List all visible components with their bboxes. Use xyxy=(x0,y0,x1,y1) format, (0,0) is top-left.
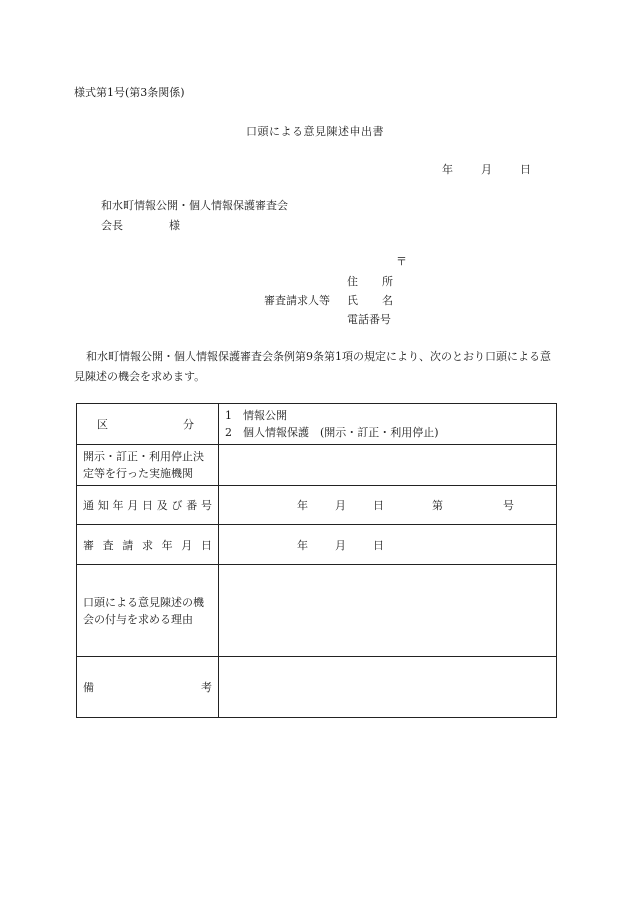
request-day: 日 xyxy=(373,538,384,552)
request-date-label-char: 年 xyxy=(161,538,173,552)
notice-label xyxy=(83,497,212,513)
category-option-2: 2 個人情報保護 (開示・訂正・利用停止) xyxy=(225,426,439,439)
notice-date-number xyxy=(225,497,550,513)
addressee-title xyxy=(101,217,180,233)
notice-label-char: び xyxy=(171,499,183,512)
date-day: 日 xyxy=(520,163,531,176)
request-date-values xyxy=(225,537,550,553)
request-date-row xyxy=(77,525,557,565)
notice-label-char: 番 xyxy=(186,499,198,512)
reason-label-line2: 会の付与を求める理由 xyxy=(83,612,193,626)
request-date-label-char: 月 xyxy=(181,538,193,552)
notice-value-cell[interactable] xyxy=(219,486,557,525)
request-date-label-cell xyxy=(77,525,219,565)
request-date-label-char: 請 xyxy=(122,538,134,552)
remarks-label-1: 備 xyxy=(83,681,94,694)
request-table xyxy=(76,403,557,718)
name-label-2: 名 xyxy=(382,294,393,307)
agency-row xyxy=(77,445,557,486)
agency-value-cell[interactable] xyxy=(219,445,557,486)
notice-row xyxy=(77,486,557,525)
request-date-value-cell[interactable] xyxy=(219,525,557,565)
notice-label-char: 号 xyxy=(201,499,212,512)
address-label-1: 住 xyxy=(347,275,358,288)
reason-value-cell[interactable] xyxy=(219,565,557,657)
addressee-honorific: 様 xyxy=(169,219,180,232)
date-month: 月 xyxy=(481,163,492,176)
phone-label: 電話番号 xyxy=(347,313,391,326)
notice-label-char: 日 xyxy=(142,499,153,512)
notice-label-cell xyxy=(77,486,219,525)
date-year: 年 xyxy=(442,163,453,176)
category-value-cell[interactable] xyxy=(219,404,557,445)
request-date-label xyxy=(83,537,212,553)
request-year: 年 xyxy=(297,538,308,552)
category-label-2: 分 xyxy=(183,418,194,431)
category-row xyxy=(77,404,557,445)
request-date-label-char: 審 xyxy=(83,538,94,552)
date-line xyxy=(442,161,531,177)
remarks-label-cell xyxy=(77,657,219,718)
agency-label-line2: 定等を行った実施機関 xyxy=(83,467,193,480)
page-title: 口頭による意見陳述申出書 xyxy=(246,125,384,138)
requester-group-label: 審査請求人等 xyxy=(264,294,330,307)
agency-label-line1: 開示・訂正・利用停止決 xyxy=(83,450,204,463)
request-date-label-char: 求 xyxy=(141,538,153,552)
address-label xyxy=(347,273,393,289)
notice-month: 月 xyxy=(335,499,346,512)
remarks-label-2: 考 xyxy=(201,681,212,694)
reason-row xyxy=(77,565,557,657)
notice-label-char: 年 xyxy=(112,499,124,512)
notice-go: 号 xyxy=(503,499,514,512)
body-paragraph: 和水町情報公開・個人情報保護審査会条例第9条第1項の規定により、次のとおり口頭による意見陳述の機会を求めます。 xyxy=(74,350,551,383)
request-month: 月 xyxy=(335,538,346,552)
notice-year: 年 xyxy=(297,499,308,512)
addressee-chair: 会長 xyxy=(101,219,123,232)
notice-day: 日 xyxy=(373,499,384,512)
notice-label-char: 通 xyxy=(83,499,94,512)
reason-label-line1: 口頭による意見陳述の機 xyxy=(83,595,204,609)
address-label-2: 所 xyxy=(382,275,393,288)
notice-label-char: 及 xyxy=(156,499,168,512)
request-date-label-char: 査 xyxy=(102,538,114,552)
form-number: 様式第1号(第3条関係) xyxy=(74,86,185,99)
name-label-1: 氏 xyxy=(347,294,358,307)
notice-label-char: 月 xyxy=(127,499,139,512)
category-label-1: 区 xyxy=(97,418,108,431)
category-option-1: 1 情報公開 xyxy=(225,409,287,422)
category-label-cell xyxy=(77,404,219,445)
name-label xyxy=(347,292,393,308)
postal-mark: 〒 xyxy=(396,255,407,268)
notice-label-char: 知 xyxy=(97,499,109,512)
remarks-value-cell[interactable] xyxy=(219,657,557,718)
reason-label-cell xyxy=(77,565,219,657)
addressee-org: 和水町情報公開・個人情報保護審査会 xyxy=(101,199,288,212)
agency-label-cell xyxy=(77,445,219,486)
remarks-row xyxy=(77,657,557,718)
request-date-label-char: 日 xyxy=(200,538,212,552)
notice-dai: 第 xyxy=(432,499,443,512)
